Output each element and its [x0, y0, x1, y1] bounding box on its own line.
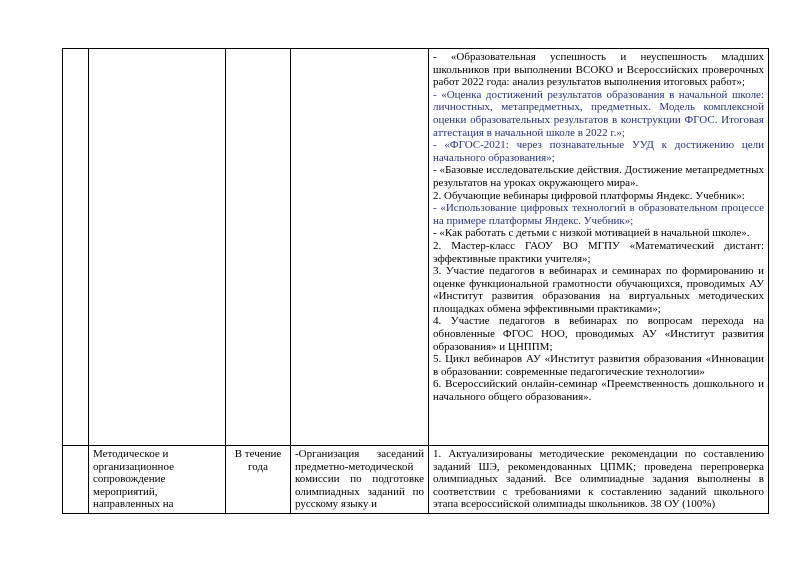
- cell-number-empty: [63, 49, 89, 446]
- cell-direction-empty: [89, 49, 226, 446]
- result-paragraph: - «Образовательная успешность и неуспешность младших школьников при выполнении ВСОКО и Всероссийских проверочных работ 2022 года: анализ результатов выполнения итоговых работ»;: [433, 51, 764, 89]
- result-paragraph: - «Использование цифровых технологий в образовательном процессе на примере платформы Яндекс. Учебник»;: [433, 202, 764, 227]
- result-paragraph: - «Оценка достижений результатов образования в начальной школе: личностных, метапредметных, предметных. Модель комплексной оценки образовательных результатов в конструкции ФГОС. Итоговая аттестация в начальной школе в 2022 г.»;: [433, 88, 764, 139]
- result-paragraph: 5. Цикл вебинаров АУ «Институт развития образования «Инновации в образовании: современные педагогические технологии»: [433, 353, 764, 378]
- cell-result: [429, 446, 769, 514]
- cell-direction: [89, 446, 226, 514]
- result-paragraph: 2. Мастер-класс ГАОУ ВО МГПУ «Математический дистант: эффективные практики учителя»;: [433, 239, 764, 265]
- result-text: 1. Актуализированы методические рекомендации по составлению заданий ШЭ, рекомендованных ЦПМК; проведена перепроверка олимпиадных заданий. Все олимпиадные задания выполнены в соответствии с требованиями к составлению заданий школьного этапа всероссийской олимпиады школьников. 38 ОУ (100%): [433, 448, 764, 511]
- cell-period-empty: [226, 49, 291, 446]
- cell-activity: [291, 446, 429, 514]
- result-paragraph: - «ФГОС-2021: через познавательные УУД к достижению цели начального образования»;: [433, 139, 764, 164]
- activity-text: -Организация заседаний предметно-методической комиссии по подготовке олимпиадных заданий по русскому языку и: [295, 448, 424, 511]
- result-paragraph: - «Базовые исследовательские действия. Достижение метапредметных результатов на уроках окружающего мира».: [433, 164, 764, 189]
- cell-results: [429, 49, 769, 446]
- result-paragraph: 2. Обучающие вебинары цифровой платформы Яндекс. Учебник»:: [433, 189, 745, 202]
- cell-period: [226, 446, 291, 514]
- table-row: [63, 446, 769, 514]
- period-text: В течение года: [234, 448, 282, 473]
- result-paragraph: 3. Участие педагогов в вебинарах и семинарах по формированию и оценке функциональной грамотности обучающихся, проводимых АУ «Институт развития образования на виртуальных методических площадках обмена эффективными практиками»;: [433, 265, 764, 315]
- table-row-continued: [63, 49, 769, 446]
- cell-number-empty: [63, 446, 89, 514]
- direction-text: Методическое и организационное сопровождение мероприятий, направленных на: [93, 448, 174, 511]
- report-table: [62, 48, 769, 514]
- result-paragraph: - «Как работать с детьми с низкой мотивацией в начальной школе».: [433, 227, 750, 240]
- cell-activity-empty: [291, 49, 429, 446]
- result-paragraph: 6. Всероссийский онлайн-семинар «Преемственность дошкольного и начального общего образования».: [433, 378, 764, 404]
- result-paragraph: 4. Участие педагогов в вебинарах по вопросам перехода на обновленные ФГОС НОО, проводимых АУ «Институт развития образования» и ЦНППМ;: [433, 315, 764, 353]
- results-paragraph-list: [433, 51, 764, 404]
